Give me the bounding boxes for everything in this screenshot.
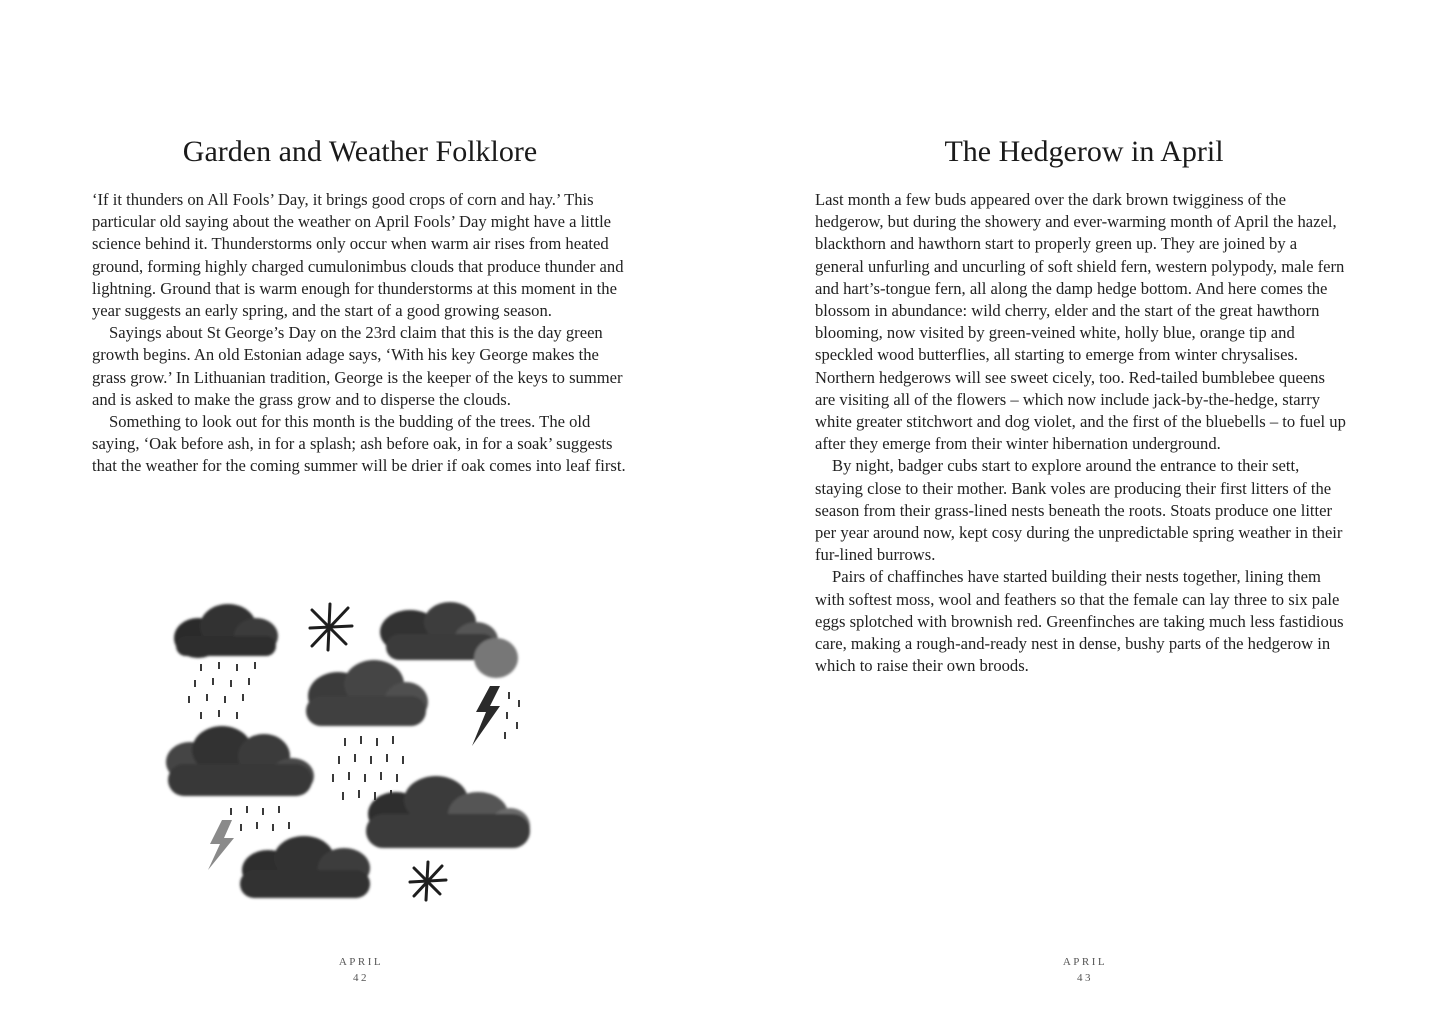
cloud-shape xyxy=(174,604,278,658)
cloud-shape xyxy=(166,726,314,796)
star-icon xyxy=(410,862,446,900)
running-head: APRIL xyxy=(1062,956,1108,968)
left-page xyxy=(0,0,722,1020)
body-text xyxy=(815,189,1349,677)
body-text xyxy=(92,189,632,478)
right-page xyxy=(722,0,1445,1020)
rain-drops xyxy=(332,736,404,800)
cloud-shape xyxy=(240,836,370,898)
rain-drops xyxy=(230,806,290,831)
page-folio xyxy=(321,954,401,986)
cloud-shape xyxy=(380,602,518,678)
rain-drops xyxy=(504,692,520,739)
paragraph: ‘If it thunders on All Fools’ Day, it brings good crops of corn and hay.’ This particular old saying about the weather on April Fools’ Day might have a little science behind it. Thunderstorms only occur when warm air rises from heated ground, forming highly charged cumulonimbus clouds that produce thunder and lightning. Ground that is warm enough for thunderstorms at this moment in the year suggests an early spring, and the start of a good growing season. xyxy=(92,190,624,321)
page-number: 43 xyxy=(1077,972,1093,984)
page-folio xyxy=(1045,954,1125,986)
paragraph: Sayings about St George’s Day on the 23rd claim that this is the day green growth begins. An old Estonian adage says, ‘With his key George makes the grass grow.’ In Lithuanian tradition, George is the keeper of the keys to summer and is asked to make the grass grow and to disperse the clouds. xyxy=(92,323,623,409)
lightning-icon xyxy=(208,820,234,870)
cloud-shape xyxy=(366,776,530,848)
storm-clouds-illustration xyxy=(160,600,540,920)
star-icon xyxy=(310,604,352,650)
running-head: APRIL xyxy=(338,956,384,968)
lightning-icon xyxy=(472,686,500,746)
page-title: The Hedgerow in April xyxy=(944,135,1224,168)
page-title: Garden and Weather Folklore xyxy=(182,135,538,168)
page-number: 42 xyxy=(353,972,369,984)
paragraph: Pairs of chaffinches have started building their nests together, lining them with softest moss, wool and feathers so that the female can lay three to six pale eggs splotched with brownish red. Greenfinches are taking much less fastidious care, making a rough-and-ready nest in dense, bushy parts of the hedgerow in which to raise their own broods. xyxy=(815,567,1344,676)
paragraph: Something to look out for this month is the budding of the trees. The old saying, ‘Oak before ash, in for a splash; ash before oak, in for a soak’ suggests that the weather for the coming summer will be drier if oak comes into leaf first. xyxy=(92,412,626,476)
paragraph: By night, badger cubs start to explore around the entrance to their sett, staying close to their mother. Bank voles are producing their first litters of the season from their grass-lined nests beneath the roots. Stoats produce one litter per year around now, kept cosy during the unpredictable spring weather in their fur-lined burrows. xyxy=(815,456,1343,565)
rain-drops xyxy=(188,662,256,719)
paragraph: Last month a few buds appeared over the dark brown twigginess of the hedgerow, but during the showery and ever-warming month of April the hazel, blackthorn and hawthorn start to properly green up. They are joined by a general unfurling and uncurling of soft shield fern, western polypody, male fern and hart’s-tongue fern, all along the damp hedge bottom. And here comes the blossom in abundance: wild cherry, elder and the start of the great hawthorn blooming, now visited by green-veined white, holly blue, orange tip and speckled wood butterflies, all starting to emerge from winter chrysalises. Northern hedgerows will see sweet cicely, too. Red-tailed bumblebee queens are visiting all of the flowers – which now include jack-by-the-hedge, starry white greater stitchwort and dog violet, and the first of the bluebells – to fuel up after they emerge from their winter hibernation underground. xyxy=(815,190,1346,454)
cloud-shape xyxy=(306,660,428,726)
